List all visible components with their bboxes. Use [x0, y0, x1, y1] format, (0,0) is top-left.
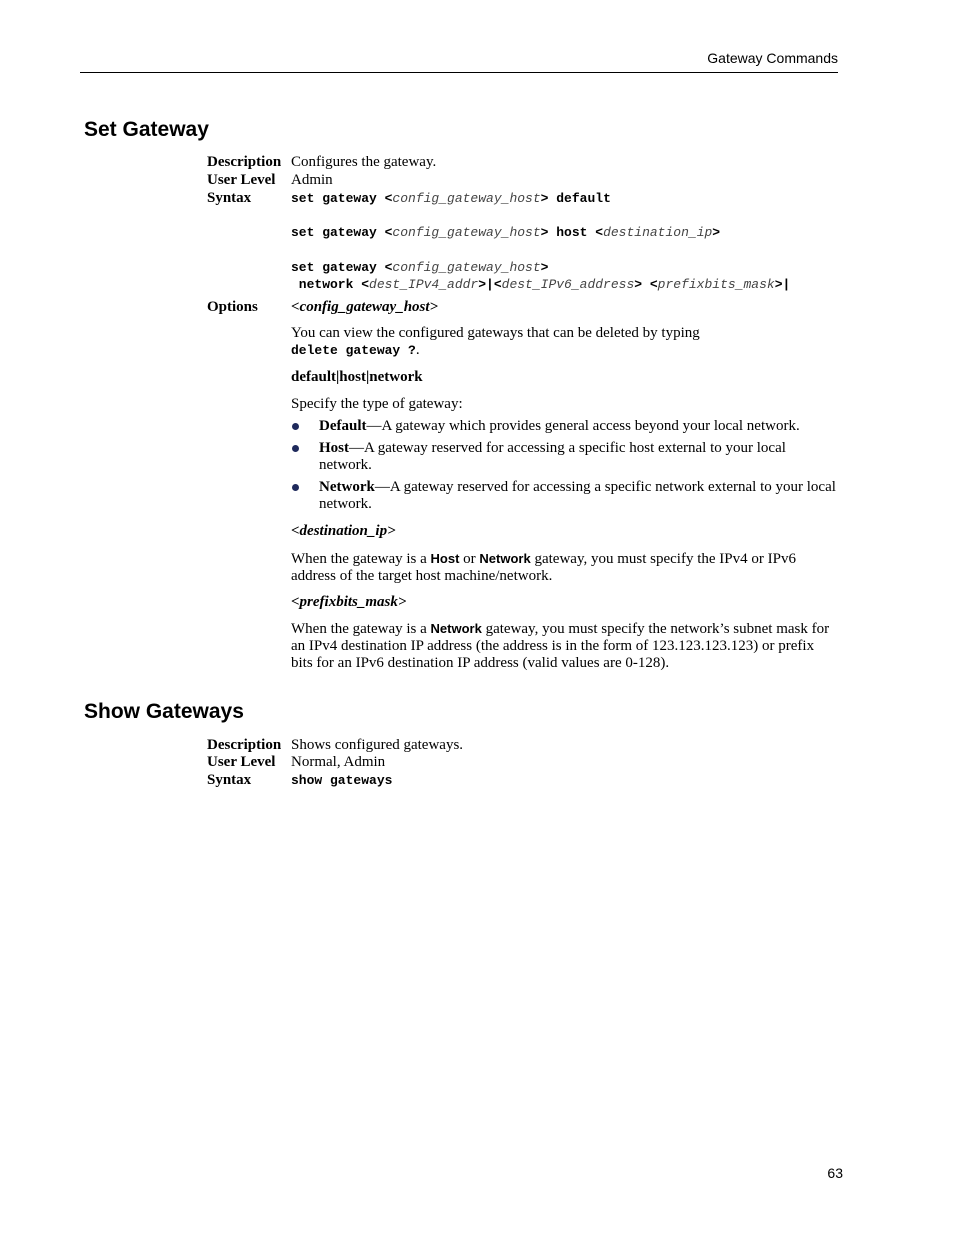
- bullet-icon: [292, 484, 299, 491]
- option-text-destination-ip: When the gateway is a Host or Network gateway, you must specify the IPv4 or IPv6 address of the target host machine/network.: [291, 551, 796, 584]
- syntax-line-host: set gateway <config_gateway_host> host <destination_ip>: [291, 225, 721, 240]
- section-title-show-gateways: Show Gateways: [84, 700, 244, 723]
- option-heading-config-gateway-host: <config_gateway_host>: [291, 299, 439, 315]
- label-description: Description: [207, 154, 282, 170]
- label-user-level: User Level: [207, 172, 276, 188]
- syntax-line-network: set gateway <config_gateway_host>: [291, 260, 549, 275]
- page-number: 63: [827, 1165, 843, 1181]
- option-intro-gateway-type: Specify the type of gateway:: [291, 396, 463, 412]
- option-heading-destination-ip: <destination_ip>: [291, 523, 396, 539]
- option-heading-gateway-type: default|host|network: [291, 369, 423, 385]
- section-title-set-gateway: Set Gateway: [84, 118, 209, 141]
- syntax-line-network-args: network <dest_IPv4_addr>|<dest_IPv6_address> <prefixbits_mask>|: [291, 277, 791, 292]
- set-gateway-user-level: Admin: [291, 172, 333, 188]
- label-description: Description: [207, 737, 282, 753]
- bullet-icon: [292, 423, 299, 430]
- set-gateway-description: Configures the gateway.: [291, 154, 437, 170]
- syntax-line-show-gateways: show gateways: [291, 773, 393, 788]
- show-gateways-description: Shows configured gateways.: [291, 737, 464, 753]
- label-syntax: Syntax: [207, 772, 252, 788]
- label-syntax: Syntax: [207, 190, 252, 206]
- label-user-level: User Level: [207, 754, 276, 770]
- syntax-line-default: set gateway <config_gateway_host> default: [291, 191, 611, 206]
- running-header: Gateway Commands: [707, 50, 838, 66]
- option-text-config-gateway-host: You can view the configured gateways that can be deleted by typing delete gateway ?.: [291, 325, 700, 358]
- option-text-prefixbits-mask: When the gateway is a Network gateway, you must specify the network’s subnet mask for an IPv4 destination IP address (the address is in the form of 123.123.123.123) or prefix bits for an IPv6 destination IP address (valid values are 0-128).: [291, 621, 830, 671]
- show-gateways-user-level: Normal, Admin: [291, 754, 386, 770]
- inline-code-delete-gateway: delete gateway ?: [291, 343, 416, 358]
- label-options: Options: [207, 299, 258, 315]
- header-rule: [80, 72, 838, 73]
- option-heading-prefixbits-mask: <prefixbits_mask>: [291, 594, 407, 610]
- bullet-icon: [292, 445, 299, 452]
